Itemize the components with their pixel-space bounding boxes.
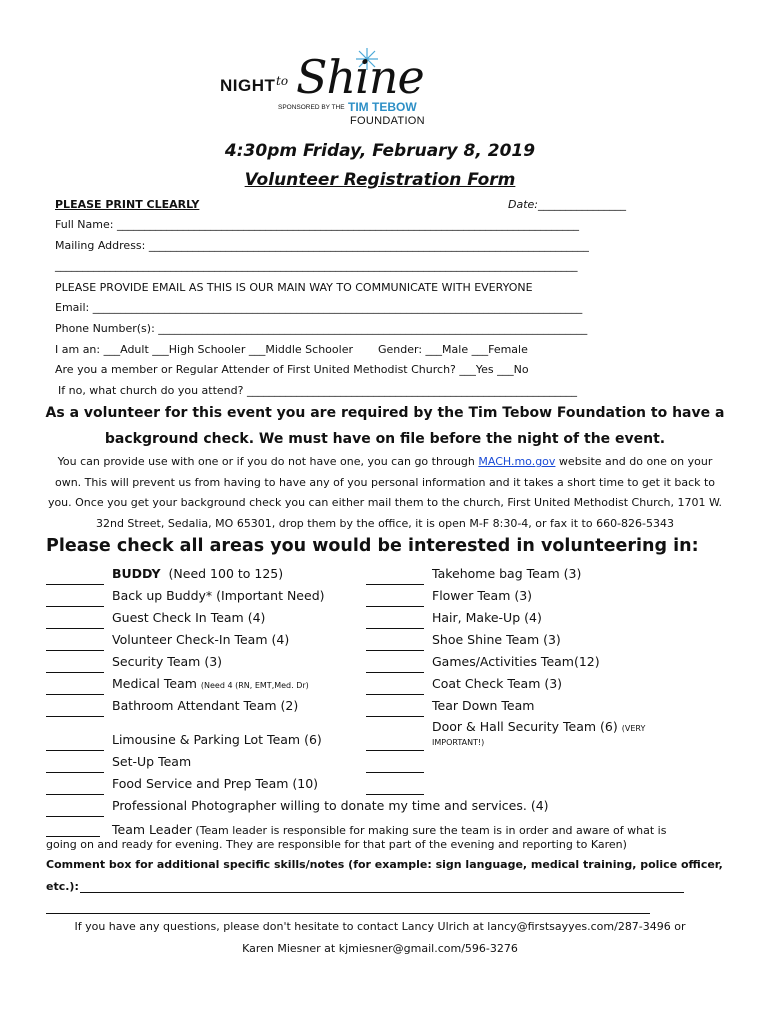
logo-night-text: NIGHT — [220, 76, 276, 95]
option-backup-buddy: Back up Buddy* (Important Need) — [112, 588, 325, 603]
checkbox-line-limousine[interactable] — [46, 749, 104, 751]
checkbox-line-team-leader[interactable] — [46, 835, 100, 837]
option-photographer: Professional Photographer willing to donate my time and services. (4) — [112, 798, 549, 813]
checkbox-line-door-security[interactable] — [366, 749, 424, 751]
church-question-field[interactable]: If no, what church do you attend? ____________________________________________________________ — [58, 384, 577, 397]
checkbox-line-shoe-shine[interactable] — [366, 649, 424, 651]
option-food-service: Food Service and Prep Team (10) — [112, 776, 319, 791]
checkbox-line-games[interactable] — [366, 671, 424, 673]
volunteer-areas-heading: Please check all areas you would be interested in volunteering in: — [46, 536, 699, 556]
option-flower: Flower Team (3) — [432, 588, 533, 603]
checkbox-line-food-service[interactable] — [46, 793, 104, 795]
bg-text-pre: You can provide use with one or if you do not have one, you can go through — [57, 455, 479, 468]
option-buddy — [112, 566, 283, 581]
option-coat-check: Coat Check Team (3) — [432, 676, 563, 691]
team-leader-desc: (Team leader is responsible for making sure the team is in order and aware of what is — [191, 824, 667, 837]
event-time-title: 4:30pm Friday, February 8, 2019 — [224, 141, 536, 161]
comment-line-1[interactable] — [80, 892, 684, 893]
option-buddy-extra: (Need 100 to 125) — [168, 566, 284, 581]
checkbox-line-flower[interactable] — [366, 605, 424, 607]
comment-line-2[interactable] — [46, 913, 650, 914]
gender-field[interactable]: Gender: ___Male ___Female — [378, 343, 528, 356]
form-title: Volunteer Registration Form — [244, 170, 516, 190]
team-leader-label: Team Leader — [112, 822, 192, 837]
checkbox-line-medical[interactable] — [46, 693, 104, 695]
contact-line1: If you have any questions, please don't hesitate to contact Lancy Ulrich at lancy@firstsayyes.com/287-3496 or — [74, 920, 686, 933]
bg-text-post: website and do one on your — [555, 455, 713, 468]
member-question-field[interactable]: Are you a member or Regular Attender of First United Methodist Church? ___Yes ___No — [55, 363, 529, 376]
option-security: Security Team (3) — [112, 654, 223, 669]
option-tear-down: Tear Down Team — [432, 698, 535, 713]
night-to-shine-logo — [218, 48, 443, 130]
option-door-security-extra2: IMPORTANT!) — [432, 738, 485, 747]
logo-foundation-text: FOUNDATION — [350, 115, 425, 127]
option-shoe-shine: Shoe Shine Team (3) — [432, 632, 561, 647]
logo-to-text: to — [276, 74, 289, 88]
logo-sponsored-text: SPONSORED BY THE — [278, 104, 345, 111]
option-limousine: Limousine & Parking Lot Team (6) — [112, 732, 322, 747]
full-name-field[interactable]: Full Name: ____________________________________________________________________________________ — [55, 218, 579, 231]
option-hair: Hair, Make-Up (4) — [432, 610, 542, 625]
option-volunteer-check-in: Volunteer Check-In Team (4) — [112, 632, 290, 647]
option-door-security-extra: (VERY — [621, 724, 646, 733]
address-line2-field[interactable]: _______________________________________________________________________________________________ — [55, 259, 578, 272]
checkbox-line-tear-down[interactable] — [366, 715, 424, 717]
logo-shine-text: Shine — [296, 50, 424, 104]
checkbox-line-blank-2[interactable] — [366, 793, 424, 795]
checkbox-line-blank-1[interactable] — [366, 771, 424, 773]
background-check-text-line3: you. Once you get your background check you can either mail them to the church, First United Methodist Church, 1701 W. — [47, 496, 723, 509]
comment-box-label: Comment box for additional specific skills/notes (for example: sign language, medical training, police officer, — [46, 858, 723, 871]
checkbox-line-photographer[interactable] — [46, 815, 104, 817]
mailing-address-field[interactable]: Mailing Address: ________________________________________________________________________________ — [55, 239, 589, 252]
checkbox-line-hair[interactable] — [366, 627, 424, 629]
background-check-text-line1 — [0, 455, 770, 468]
background-check-text-line2: own. This will prevent us from having to have any of you personal information and it takes a short time to get it back to — [54, 476, 716, 489]
option-medical-label: Medical Team — [112, 676, 197, 691]
contact-line2: Karen Miesner at kjmiesner@gmail.com/596-3276 — [242, 942, 518, 955]
option-team-leader — [112, 819, 666, 838]
date-field[interactable]: Date:________________ — [508, 198, 626, 211]
option-bathroom: Bathroom Attendant Team (2) — [112, 698, 299, 713]
checkbox-line-bathroom[interactable] — [46, 715, 104, 717]
background-check-text-line4: 32nd Street, Sedalia, MO 65301, drop them by the office, it is open M-F 8:30-4, or fax it to 660-826-5343 — [95, 517, 674, 530]
option-buddy-label: BUDDY — [112, 566, 161, 581]
option-games: Games/Activities Team(12) — [432, 654, 600, 669]
checkbox-line-guest-check-in[interactable] — [46, 627, 104, 629]
age-group-field[interactable]: I am an: ___Adult ___High Schooler ___Middle Schooler — [55, 343, 353, 356]
email-field[interactable]: Email: _________________________________________________________________________________________ — [55, 301, 583, 314]
checkbox-line-backup-buddy[interactable] — [46, 605, 104, 607]
checkbox-line-takehome[interactable] — [366, 583, 424, 585]
checkbox-line-coat-check[interactable] — [366, 693, 424, 695]
option-takehome: Takehome bag Team (3) — [432, 566, 582, 581]
option-setup: Set-Up Team — [112, 754, 192, 769]
mach-link[interactable]: MACH.mo.gov — [478, 455, 556, 468]
print-clearly-label: PLEASE PRINT CLEARLY — [55, 198, 200, 211]
comment-box-label-etc: etc.): — [46, 880, 79, 893]
team-leader-desc-line2: going on and ready for evening. They are responsible for that part of the evening and reporting to Karen) — [46, 838, 627, 851]
logo-tebow-text: TIM TEBOW — [348, 100, 417, 114]
background-check-notice-line2: background check. We must have on file before the night of the event. — [104, 431, 666, 447]
option-medical-extra: (Need 4 (RN, EMT,Med. Dr) — [200, 681, 309, 690]
checkbox-line-buddy[interactable] — [46, 583, 104, 585]
background-check-notice-line1: As a volunteer for this event you are required by the Tim Tebow Foundation to have a — [45, 405, 725, 421]
option-guest-check-in: Guest Check In Team (4) — [112, 610, 266, 625]
email-notice: PLEASE PROVIDE EMAIL AS THIS IS OUR MAIN WAY TO COMMUNICATE WITH EVERYONE — [55, 281, 533, 294]
option-medical — [112, 676, 309, 691]
phone-field[interactable]: Phone Number(s): ______________________________________________________________________________ — [55, 322, 588, 335]
option-door-security — [432, 719, 645, 734]
checkbox-line-setup[interactable] — [46, 771, 104, 773]
checkbox-line-security[interactable] — [46, 671, 104, 673]
checkbox-line-volunteer-check-in[interactable] — [46, 649, 104, 651]
option-door-security-label: Door & Hall Security Team (6) — [432, 719, 618, 734]
